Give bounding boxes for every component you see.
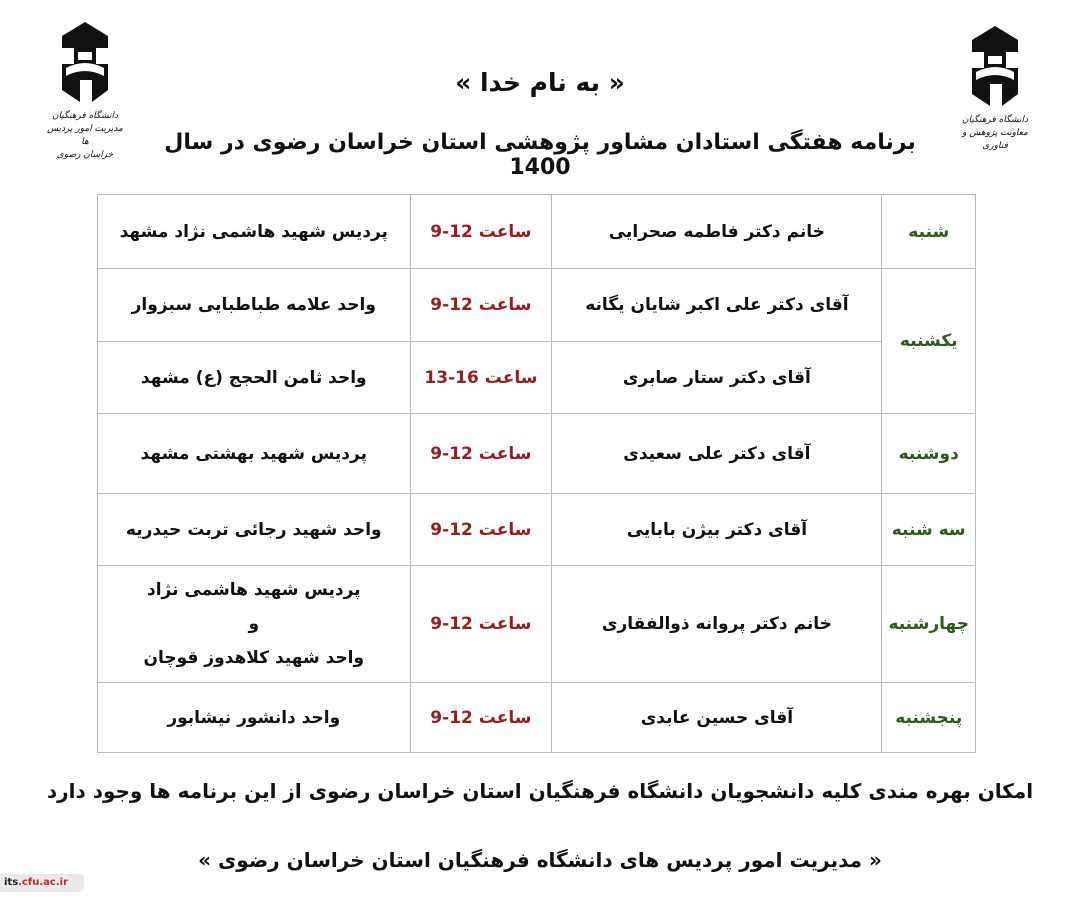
time-cell: ساعت 12-9 — [410, 195, 552, 269]
time-cell: ساعت 12-9 — [410, 414, 552, 494]
page-heading: « به نام خدا » — [455, 68, 625, 97]
place-line: پردیس شهید هاشمی نژاد — [146, 580, 361, 600]
teacher-cell: آقای دکتر بیژن بابایی — [552, 494, 882, 566]
day-cell: دوشنبه — [882, 414, 976, 494]
day-cell: سه شنبه — [882, 494, 976, 566]
place-cell: پردیس شهید هاشمی نژاد مشهد — [98, 195, 411, 269]
time-cell: ساعت 12-9 — [410, 683, 552, 753]
logo-caption-line: معاونت پژوهش و فناوری — [962, 128, 1028, 151]
table-row — [98, 683, 976, 753]
schedule-table — [97, 194, 976, 753]
logo-caption-line: دانشگاه فرهنگیان — [961, 115, 1029, 125]
logo-caption-line: خراسان رضوی — [56, 150, 114, 160]
watermark-site: .cfu.ac.ir — [18, 877, 69, 888]
time-cell: ساعت 16-13 — [410, 342, 552, 414]
watermark-prefix: its — [4, 877, 19, 888]
teacher-cell: خانم دکتر فاطمه صحرایی — [552, 195, 882, 269]
place-cell: واحد ثامن الحجج (ع) مشهد — [98, 342, 411, 414]
university-logo-right — [955, 22, 1035, 182]
place-cell: واحد علامه طباطبایی سبزوار — [98, 269, 411, 342]
availability-note: امکان بهره مندی کلیه دانشجویان دانشگاه فرهنگیان استان خراسان رضوی از این برنامه ها وجود دارد — [46, 779, 1034, 803]
time-cell: ساعت 12-9 — [410, 494, 552, 566]
table-row — [98, 195, 976, 269]
university-logo-left — [45, 18, 125, 178]
table-row — [98, 414, 976, 494]
page-title: برنامه هفتگی استادان مشاور پژوهشی استان خراسان رضوی در سال 1400 — [164, 130, 916, 180]
table-row — [98, 566, 976, 683]
place-cell: واحد شهید رجائی تربت حیدریه — [98, 494, 411, 566]
logo-caption-line: مدیریت امور پردیس ها — [47, 124, 123, 147]
place-cell: پردیس شهید بهشتی مشهد — [98, 414, 411, 494]
day-cell: پنجشنبه — [882, 683, 976, 753]
teacher-cell: آقای دکتر ستار صابری — [552, 342, 882, 414]
table-row — [98, 269, 976, 342]
time-cell: ساعت 12-9 — [410, 566, 552, 683]
teacher-cell: آقای دکتر علی سعیدی — [552, 414, 882, 494]
teacher-cell: آقای حسین عابدی — [552, 683, 882, 753]
signature-line: « مدیریت امور پردیس های دانشگاه فرهنگیان استان خراسان رضوی » — [198, 848, 882, 872]
teacher-cell: خانم دکتر پروانه ذوالفقاری — [552, 566, 882, 683]
teacher-cell: آقای دکتر علی اکبر شایان یگانه — [552, 269, 882, 342]
table-row — [98, 342, 976, 414]
place-cell: واحد دانشور نیشابور — [98, 683, 411, 753]
logo-caption-line: دانشگاه فرهنگیان — [51, 111, 119, 121]
place-cell — [98, 566, 411, 683]
day-cell: یکشنبه — [882, 269, 976, 414]
day-cell: چهارشنبه — [882, 566, 976, 683]
farhangian-emblem-icon — [962, 22, 1028, 112]
table-row — [98, 494, 976, 566]
place-line: و — [248, 614, 260, 634]
day-cell: شنبه — [882, 195, 976, 269]
place-line: واحد شهید کلاهدوز قوچان — [143, 648, 365, 668]
time-cell: ساعت 12-9 — [410, 269, 552, 342]
site-watermark — [0, 874, 84, 892]
